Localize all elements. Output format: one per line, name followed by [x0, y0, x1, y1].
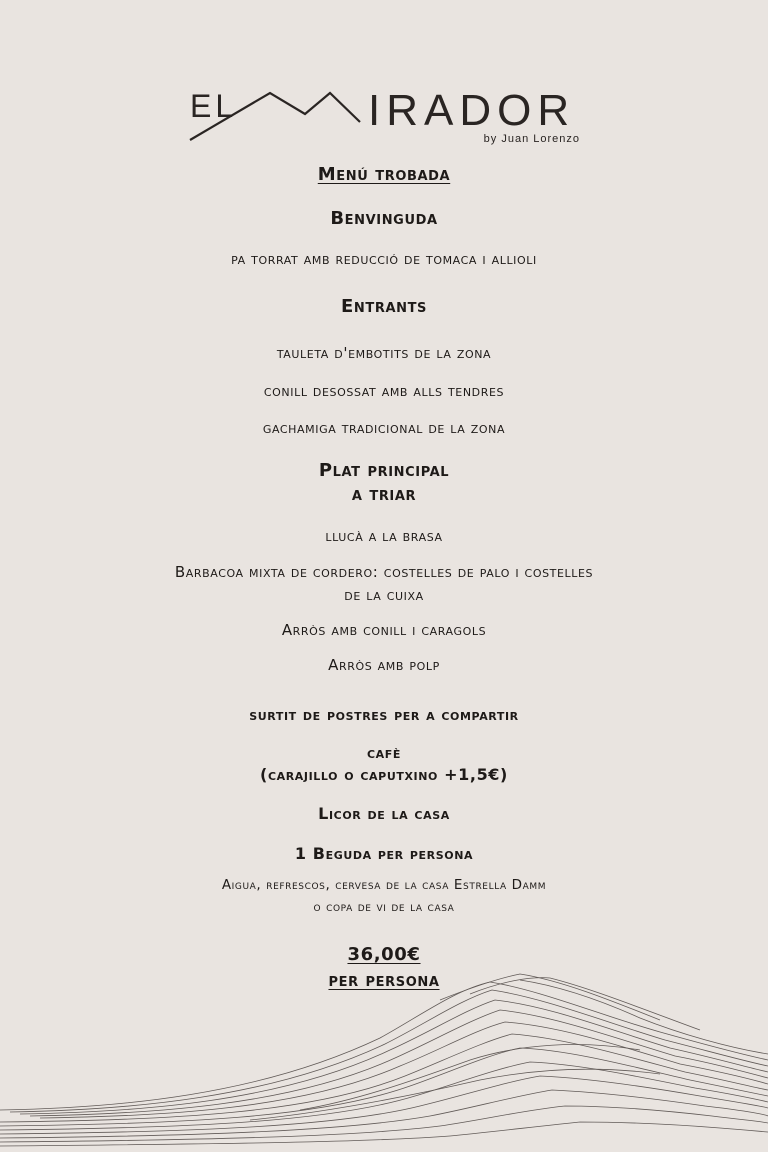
coffee-heading: cafè — [366, 743, 401, 762]
main-item: Arròs amb conill i caragols — [281, 621, 487, 639]
liqueur-line: Licor de la casa — [318, 804, 450, 823]
mountain-lines-illustration — [0, 960, 768, 1152]
main-item: llucà a la brasa — [325, 527, 443, 545]
starter-item: gachamiga tradicional de la zona — [262, 419, 506, 437]
main-item: Arròs amb polp — [328, 656, 440, 674]
main-subheading: a triar — [351, 484, 417, 505]
menu-title: Menú trobada — [317, 164, 451, 185]
welcome-item: pa torrat amb reducció de tomaca i allioli — [231, 250, 537, 268]
dessert-line: surtit de postres per a compartir — [249, 705, 519, 724]
welcome-heading: Benvinguda — [330, 208, 438, 229]
logo-byline: by Juan Lorenzo — [483, 133, 580, 145]
logo-brand-left: EL — [190, 88, 238, 124]
coffee-note: (carajillo o caputxino +1,5€) — [260, 765, 508, 784]
price: 36,00€ — [347, 944, 421, 965]
main-heading: Plat principal — [318, 460, 450, 481]
restaurant-logo — [0, 0, 768, 160]
logo-brand-right: IRADOR — [368, 86, 576, 135]
main-item: de la cuixa — [344, 586, 424, 604]
starter-item: tauleta d'embotits de la zona — [276, 344, 492, 362]
drink-line: Aigua, refrescos, cervesa de la casa Estrella Damm — [221, 877, 547, 893]
drink-heading: 1 Beguda per persona — [294, 844, 474, 863]
drink-line: o copa de vi de la casa — [313, 899, 455, 915]
starter-item: conill desossat amb alls tendres — [263, 382, 505, 400]
price-unit: per persona — [328, 970, 440, 991]
main-item: Barbacoa mixta de cordero: costelles de palo i costelles — [174, 563, 594, 581]
starters-heading: Entrants — [340, 296, 428, 317]
